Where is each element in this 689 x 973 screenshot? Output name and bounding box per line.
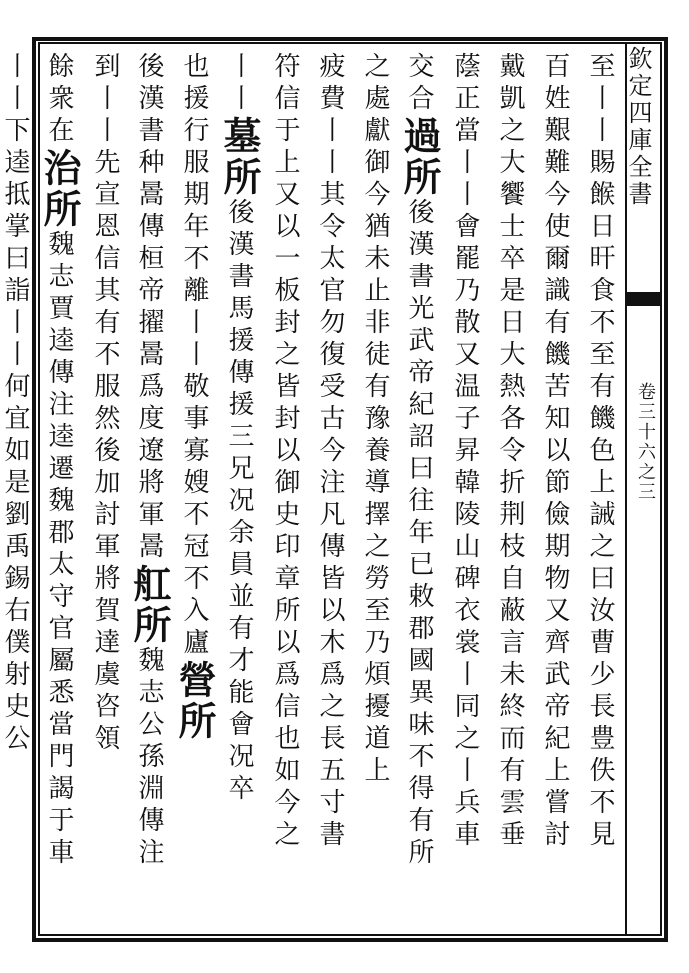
- column-text: 交合: [404, 52, 434, 116]
- headword: 營所: [172, 660, 217, 742]
- column-text: 符信于上又以一板封之皆封以御史印章所以爲信也如今之: [270, 52, 300, 852]
- text-column: [397, 52, 442, 932]
- headword: 治所: [37, 148, 82, 230]
- column-text: 至丨丨賜餱日旰食不至有饑色上誡之曰汝曹少長豊佚不見: [585, 52, 615, 852]
- column-text: 之處: [360, 52, 390, 116]
- column-text: 後漢書光武帝紀詔曰往年已敕郡國異味不得有所: [404, 198, 434, 870]
- text-column: [37, 52, 82, 932]
- text-column: [262, 52, 307, 932]
- text-column: [577, 52, 622, 932]
- text-column: [352, 52, 397, 932]
- column-text: 百姓艱難今使爾識有饑苦知以節儉期物又齊武帝紀上嘗討: [540, 52, 570, 852]
- book-title: 欽定四庫全書: [624, 46, 652, 208]
- column-text: 軍將賀達虞咨領: [90, 532, 120, 756]
- column-text: 餘衆在: [44, 52, 74, 148]
- text-column: [307, 52, 352, 932]
- volume-label: 卷三十六之三: [635, 382, 656, 502]
- column-text: 魏志公孫淵傳注: [134, 646, 164, 870]
- text-column: [487, 52, 532, 932]
- column-text: 丨丨: [0, 52, 30, 116]
- text-column: [532, 52, 577, 932]
- column-text: 疲費丨丨其令太官勿復受古今注凡傳皆以木爲之長五寸書: [315, 52, 345, 852]
- headword: 過所: [397, 116, 442, 198]
- column-text: 下逵抵掌曰詣丨丨何宜如是劉禹錫右僕射史公: [0, 116, 30, 756]
- headword: 舡所: [127, 564, 172, 646]
- text-column: [82, 52, 127, 932]
- column-text: 蔭正當丨丨會罷乃散又温子昇韓陵山碑衣裳丨同之丨兵車: [450, 52, 480, 852]
- column-text: 獻御今猶未止非徒有豫養導擇之勞至乃煩擾道上: [360, 116, 390, 788]
- column-text: 魏志賈逵傳注逵遷魏郡太守官屬悉當門謁于車: [44, 230, 74, 870]
- column-text: 丨丨: [224, 52, 254, 116]
- column-text: 戴凱之大饗士卒是日大熱各令折荆枝自蔽言未終而有雲垂: [495, 52, 525, 852]
- text-column: [217, 52, 262, 932]
- text-column: [172, 52, 217, 932]
- column-text: 後漢書馬援傳援三兄况余員並有才能會况卒: [224, 198, 254, 806]
- text-columns: [0, 52, 622, 932]
- column-text: 也: [179, 52, 209, 84]
- text-column: [0, 52, 37, 932]
- column-text: 援行服期年不離丨丨敬事寡嫂不冠不入廬: [179, 84, 209, 660]
- column-text: 到丨丨先宣恩信其有不服然後加討: [90, 52, 120, 532]
- text-column: [127, 52, 172, 932]
- text-column: [442, 52, 487, 932]
- column-text: 後漢書种暠傳桓帝擢暠爲度遼將軍暠: [134, 52, 164, 564]
- headword: 墓所: [217, 116, 262, 198]
